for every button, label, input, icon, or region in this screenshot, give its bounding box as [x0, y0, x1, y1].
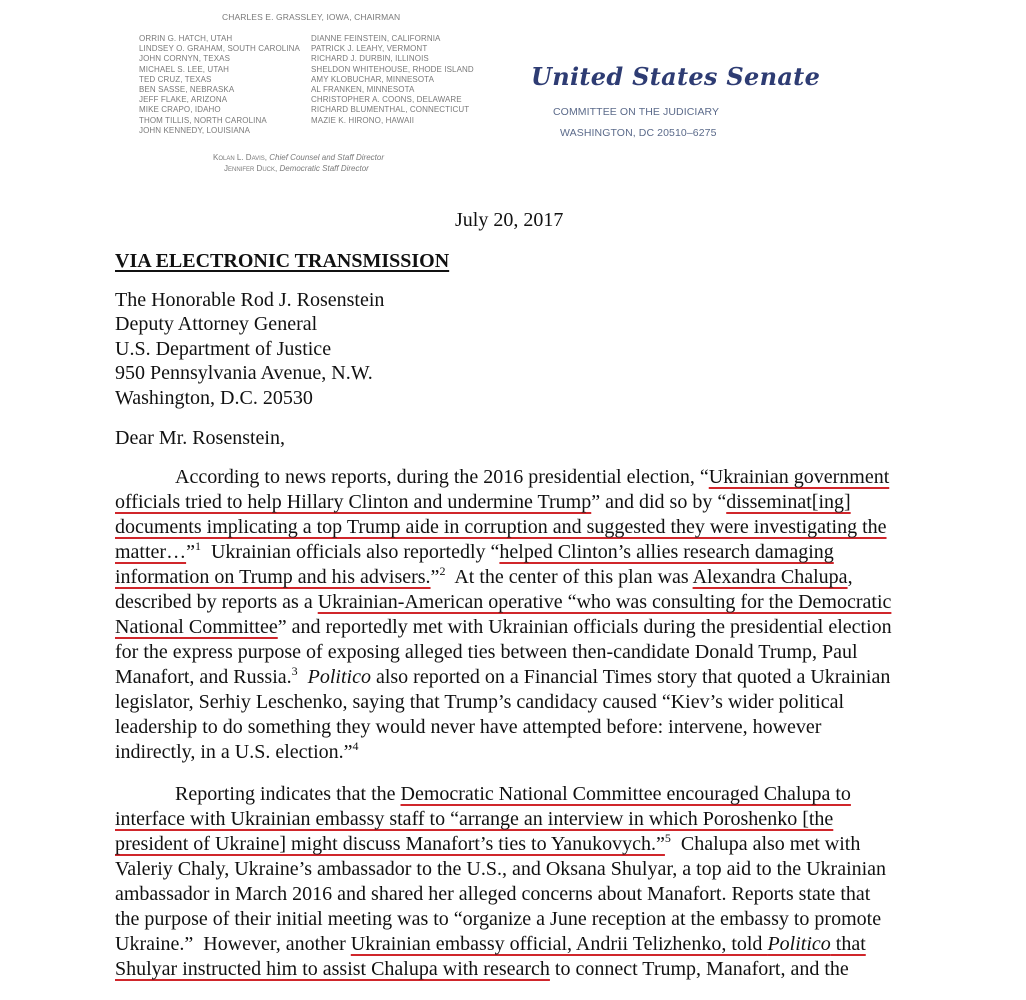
- text-line: [115, 491, 851, 514]
- democratic-staff-line: [224, 163, 369, 174]
- text-line: [115, 808, 833, 831]
- text-line: [115, 566, 853, 589]
- member-name: JEFF FLAKE, ARIZONA: [139, 95, 228, 105]
- staff-title: Democratic Staff Director: [279, 164, 369, 173]
- highlighted-text: Alexandra Chalupa: [692, 566, 848, 588]
- footnote-ref: 4: [352, 739, 359, 753]
- minority-members-list: [311, 34, 474, 126]
- text-line: Valeriy Chaly, Ukraine’s ambassador to the U.S., and Oksana Shulyar, a top aid to the Ukrainian: [115, 858, 887, 880]
- recipient-line: U.S. Department of Justice: [115, 337, 332, 360]
- member-name: JOHN CORNYN, TEXAS: [139, 54, 230, 64]
- text-span: ,: [847, 566, 853, 588]
- chief-counsel-line: [213, 152, 384, 163]
- member-name: BEN SASSE, NEBRASKA: [139, 85, 235, 95]
- highlighted-text: officials tried to help Hillary Clinton and undermine Trump: [115, 491, 592, 513]
- staff-name: Jennifer Duck,: [224, 164, 278, 173]
- text-span: ”: [186, 541, 195, 563]
- transmission-heading: VIA ELECTRONIC TRANSMISSION: [115, 250, 450, 272]
- text-span: ” and reportedly met with Ukrainian officials during the presidential election: [277, 616, 892, 638]
- letterhead: [0, 0, 1026, 200]
- text-line: [115, 516, 887, 539]
- text-span: At the center of this plan was: [445, 566, 693, 588]
- staff-name: Kolan L. Davis,: [213, 153, 268, 162]
- member-name: MICHAEL S. LEE, UTAH: [139, 64, 230, 74]
- footnote-ref: 2: [439, 564, 446, 578]
- text-line: [115, 933, 866, 956]
- text-line: ambassador in March 2016 and shared her alleged concerns about Manafort. Reports state that: [115, 883, 871, 905]
- text-span: ” and did so by “: [591, 491, 727, 513]
- publication-name: Politico: [307, 666, 371, 688]
- footnote-ref: 1: [194, 539, 201, 553]
- text-span: also reported on a Financial Times story that quoted a Ukrainian: [370, 666, 891, 688]
- member-name: MIKE CRAPO, IDAHO: [139, 105, 221, 115]
- text-line: leadership to do something they would never have attempted before: intervene, however: [115, 716, 822, 738]
- text-span: that: [830, 933, 866, 955]
- member-name: CHRISTOPHER A. COONS, DELAWARE: [311, 95, 462, 105]
- committee-name: COMMITTEE ON THE JUDICIARY: [553, 106, 720, 118]
- text-line: [115, 591, 891, 614]
- text-span: Ukrainian embassy official, Andrii Telizhenko, told: [350, 933, 768, 955]
- member-name: SHELDON WHITEHOUSE, RHODE ISLAND: [311, 64, 474, 74]
- text-span: to connect Trump, Manafort, and the: [549, 958, 849, 980]
- member-name: AMY KLOBUCHAR, MINNESOTA: [311, 74, 435, 84]
- member-name: THOM TILLIS, NORTH CAROLINA: [139, 115, 267, 125]
- highlighted-text: [351, 933, 866, 955]
- footnote-ref: 5: [664, 831, 671, 845]
- recipient-line: The Honorable Rod J. Rosenstein: [115, 289, 385, 311]
- text-line: [115, 833, 860, 856]
- highlighted-text: National Committee: [115, 616, 278, 638]
- chairman-line: CHARLES E. GRASSLEY, IOWA, CHAIRMAN: [222, 12, 401, 22]
- text-line: the purpose of their initial meeting was to “organize a June reception at the embassy to promote: [115, 908, 882, 930]
- text-span: Ukraine.” However, another: [115, 933, 351, 955]
- highlighted-text: interface with Ukrainian embassy staff to “arrange an interview in which Poroshenko [the: [115, 808, 834, 830]
- recipient-address: [115, 288, 384, 410]
- text-span: Reporting indicates that the: [175, 783, 401, 805]
- footnote-ref: 3: [291, 664, 298, 678]
- recipient-line: 950 Pennsylvania Avenue, N.W.: [115, 362, 373, 385]
- text-line: [115, 666, 890, 689]
- text-span: indirectly, in a U.S. election.”: [115, 741, 353, 763]
- member-name: PATRICK J. LEAHY, VERMONT: [311, 44, 428, 54]
- letter-date: July 20, 2017: [455, 209, 564, 231]
- publication-name: Politico: [767, 933, 831, 955]
- member-name: RICHARD J. DURBIN, ILLINOIS: [311, 54, 429, 64]
- highlighted-text: Ukrainian government: [708, 466, 890, 488]
- highlighted-text: matter…: [115, 541, 187, 563]
- member-name: RICHARD BLUMENTHAL, CONNECTICUT: [311, 105, 470, 115]
- text-line: [175, 783, 851, 806]
- highlighted-text: Ukrainian-American operative “who was consulting for the Democratic: [317, 591, 892, 613]
- staff-title: Chief Counsel and Staff Director: [269, 153, 384, 162]
- highlighted-text: helped Clinton’s allies research damaging: [499, 541, 834, 563]
- recipient-line: Deputy Attorney General: [115, 313, 318, 336]
- text-line: legislator, Serhiy Leschenko, saying that Trump’s candidacy caused “Kiev’s wider political: [115, 691, 845, 713]
- text-span: Chalupa also met with: [670, 833, 861, 855]
- member-name: MAZIE K. HIRONO, HAWAII: [311, 115, 415, 125]
- text-line: [115, 616, 892, 639]
- recipient-line: Washington, D.C. 20530: [115, 386, 313, 409]
- text-span: According to news reports, during the 2016 presidential election, “: [175, 466, 709, 488]
- text-line: [115, 541, 834, 564]
- text-span: Manafort, and Russia.: [115, 666, 292, 688]
- highlighted-text: disseminat[ing]: [726, 491, 851, 513]
- text-line: [175, 466, 889, 489]
- text-span: described by reports as a: [115, 591, 318, 613]
- majority-members-list: [139, 34, 300, 136]
- highlighted-text: documents implicating a top Trump aide in corruption and suggested they were investigating the: [115, 516, 887, 538]
- member-name: JOHN KENNEDY, LOUISIANA: [139, 125, 251, 135]
- member-name: DIANNE FEINSTEIN, CALIFORNIA: [311, 34, 441, 43]
- text-line: [115, 741, 359, 764]
- text-span: ”: [430, 566, 440, 588]
- member-name: TED CRUZ, TEXAS: [139, 74, 212, 84]
- highlighted-text: Democratic National Committee encouraged Chalupa to: [400, 783, 851, 805]
- salutation: Dear Mr. Rosenstein,: [115, 427, 285, 449]
- committee-address: WASHINGTON, DC 20510–6275: [560, 127, 717, 139]
- senate-title: United States Senate: [531, 62, 821, 91]
- text-span: Ukrainian officials also reportedly “: [200, 541, 500, 563]
- highlighted-text: Shulyar instructed him to assist Chalupa with research: [115, 958, 550, 980]
- member-name: LINDSEY O. GRAHAM, SOUTH CAROLINA: [139, 44, 300, 54]
- highlighted-text: president of Ukraine] might discuss Manafort’s ties to Yanukovych.”: [115, 833, 665, 855]
- member-name: AL FRANKEN, MINNESOTA: [311, 85, 415, 95]
- highlighted-text: information on Trump and his advisers.: [115, 566, 431, 588]
- text-line: for the express purpose of exposing alleged ties between then-candidate Donald Trump, Paul: [115, 641, 858, 663]
- text-line: [115, 958, 849, 981]
- member-name: ORRIN G. HATCH, UTAH: [139, 34, 233, 43]
- text-span: [298, 666, 308, 688]
